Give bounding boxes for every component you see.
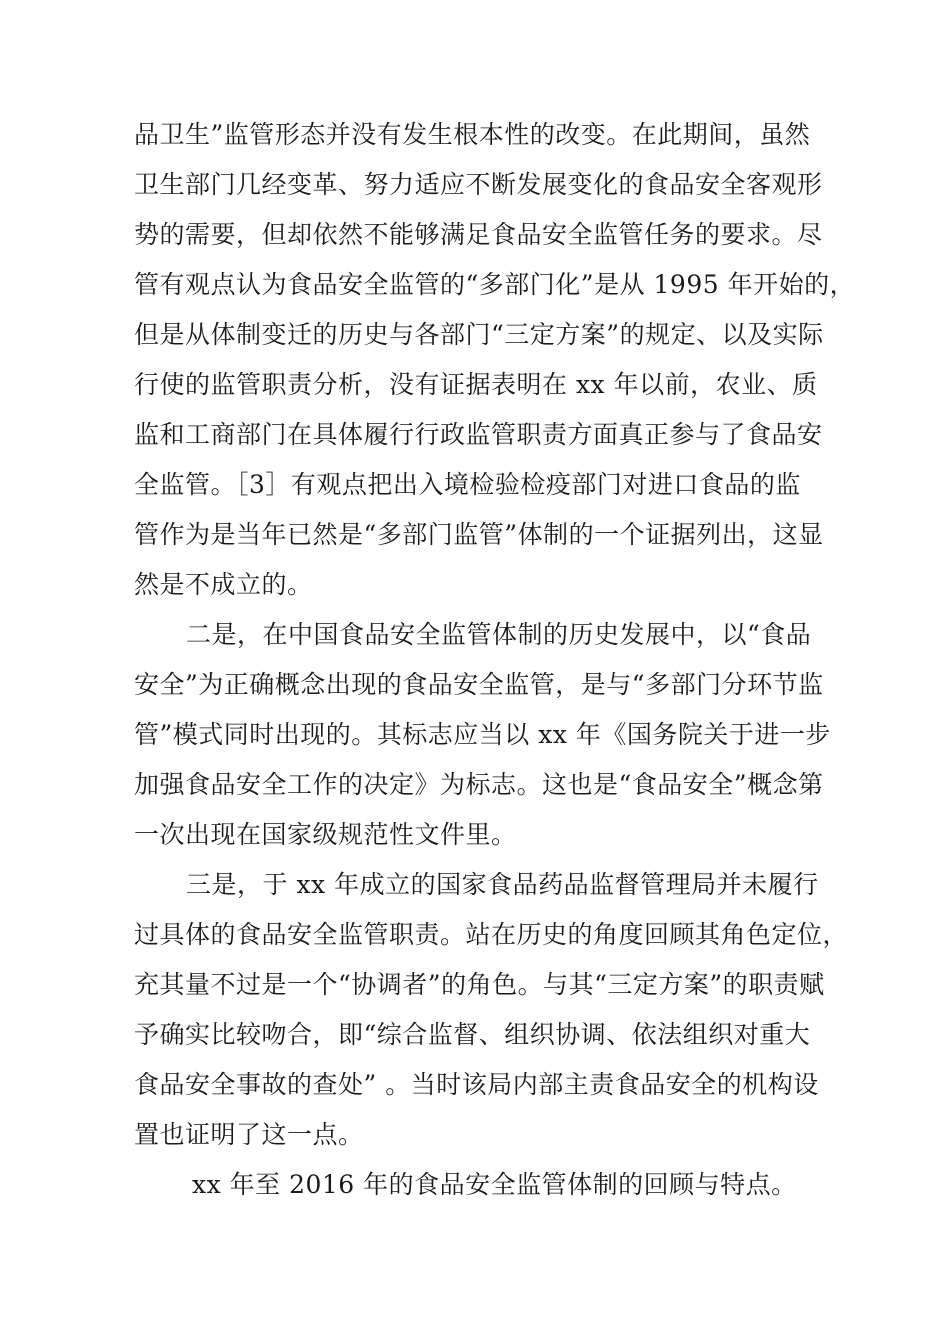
text-line: 置也证明了这一点。 — [134, 1120, 364, 1149]
text-line: 势的需要，但却依然不能够满足食品安全监管任务的要求。尽 — [134, 220, 823, 249]
text-line: 管作为是当年已然是“多部门监管”体制的一个证据列出，这显 — [134, 520, 824, 549]
text-line: 管”模式同时出现的。其标志应当以 xx 年《国务院关于进一步 — [134, 720, 831, 749]
text-line: 品卫生”监管形态并没有发生根本性的改变。在此期间，虽然 — [134, 120, 811, 149]
text-line: 一次出现在国家级规范性文件里。 — [134, 820, 517, 849]
text-line: 食品安全事故的查处” 。当时该局内部主责食品安全的机构设 — [134, 1070, 819, 1099]
text-line: 监和工商部门在具体履行行政监管职责方面真正参与了食品安 — [134, 420, 823, 449]
text-line: 卫生部门几经变革、努力适应不断发展变化的食品安全客观形 — [134, 170, 823, 199]
text-line: 行使的监管职责分析，没有证据表明在 xx 年以前，农业、质 — [134, 370, 818, 399]
text-line: 过具体的食品安全监管职责。站在历史的角度回顾其角色定位， — [134, 920, 849, 949]
section-heading: xx 年至 2016 年的食品安全监管体制的回顾与特点。 — [192, 1170, 797, 1199]
text-line: 然是不成立的。 — [134, 570, 313, 599]
text-line: 加强食品安全工作的决定》为标志。这也是“食品安全”概念第 — [134, 770, 824, 799]
paragraph-first-line: 三是，于 xx 年成立的国家食品药品监督管理局并未履行 — [186, 870, 819, 899]
text-line: 充其量不过是一个“协调者”的角色。与其“三定方案”的职责赋 — [134, 970, 825, 999]
text-line: 予确实比较吻合，即“综合监督、组织协调、依法组织对重大 — [134, 1020, 811, 1049]
text-line: 管有观点认为食品安全监管的“多部门化”是从 1995 年开始的， — [134, 270, 856, 299]
paragraph-first-line: 二是，在中国食品安全监管体制的历史发展中，以“食品 — [186, 620, 812, 649]
text-line: 但是从体制变迁的历史与各部门“三定方案”的规定、以及实际 — [134, 320, 824, 349]
text-line: 全监管。［3］有观点把出入境检验检疫部门对进口食品的监 — [134, 470, 801, 499]
text-line: 安全”为正确概念出现的食品安全监管，是与“多部门分环节监 — [134, 670, 824, 699]
